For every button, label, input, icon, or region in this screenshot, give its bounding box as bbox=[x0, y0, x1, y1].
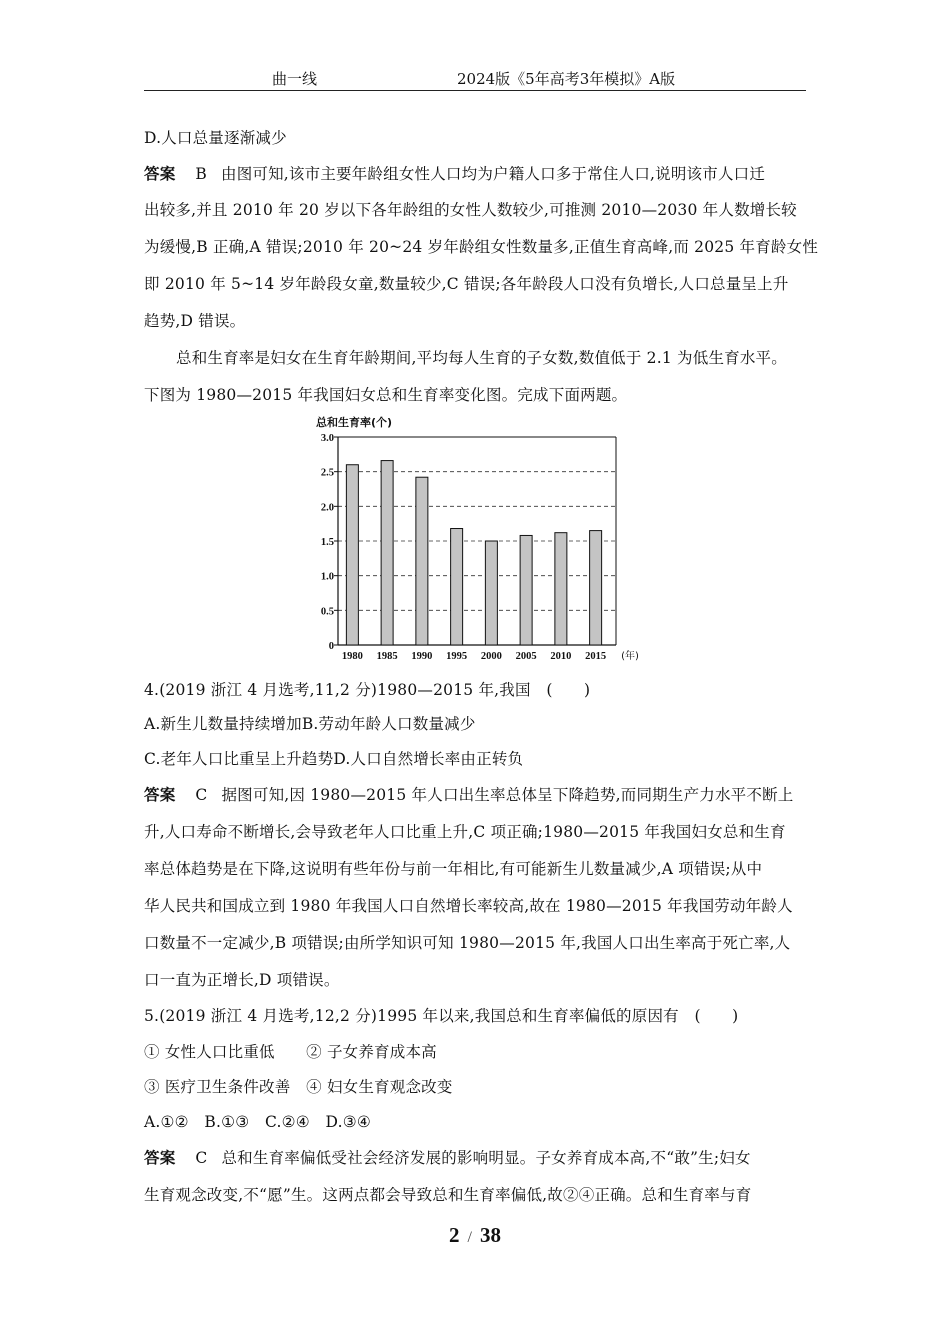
y-axis-label: 总和生育率(个) bbox=[316, 416, 393, 429]
x-tick-label: 1985 bbox=[376, 651, 398, 662]
bar bbox=[590, 531, 602, 645]
answer-4-line-4: 华人民共和国成立到 1980 年我国人口自然增长率较高,故在 1980—2015 年我国劳动年龄人 bbox=[144, 897, 793, 915]
x-tick-label: 2010 bbox=[550, 651, 572, 662]
answer-1-line-4: 即 2010 年 5~14 岁年龄段女童,数量较少,C 错误;各年龄段人口没有负增长,人口总量呈上升 bbox=[144, 275, 789, 293]
y-tick-label: 0 bbox=[328, 641, 334, 652]
y-tick-label: 2.5 bbox=[320, 467, 334, 479]
answer-letter: C bbox=[195, 786, 208, 804]
question-5: 5.(2019 浙江 4 月选考,12,2 分)1995 年以来,我国总和生育率偏低的原因有 ( ) bbox=[144, 1007, 739, 1025]
answer-4-line-5: 口数量不一定减少,B 项错误;由所学知识可知 1980—2015 年,我国人口出生率高于死亡率,人 bbox=[144, 934, 791, 952]
x-tick-label: 2015 bbox=[585, 651, 607, 662]
bar bbox=[451, 529, 463, 645]
answer-letter: C bbox=[195, 1149, 208, 1167]
option-d: D.人口总量逐渐减少 bbox=[144, 129, 287, 147]
answer-letter: B bbox=[195, 165, 207, 183]
bar bbox=[485, 541, 497, 645]
question-5-choices: A.①② B.①③ C.②④ D.③④ bbox=[144, 1113, 371, 1131]
answer-4-line-2: 升,人口寿命不断增长,会导致老年人口比重上升,C 项正确;1980—2015 年我国妇女总和生育 bbox=[144, 823, 786, 841]
question-5-options-12: ① 女性人口比重低 ② 子女养育成本高 bbox=[144, 1043, 437, 1061]
bar bbox=[381, 461, 393, 645]
bar bbox=[416, 477, 428, 645]
y-tick-label: 3.0 bbox=[320, 433, 334, 444]
bar bbox=[555, 533, 567, 645]
bar bbox=[520, 535, 532, 645]
y-tick-label: 1.0 bbox=[320, 571, 334, 583]
question-4-options-ab: A.新生儿数量持续增加B.劳动年龄人口数量减少 bbox=[144, 715, 476, 733]
current-page: 2 bbox=[449, 1223, 460, 1247]
answer-label: 答案 bbox=[144, 1148, 176, 1167]
x-tick-label: 1995 bbox=[446, 651, 468, 662]
question-4: 4.(2019 浙江 4 月选考,11,2 分)1980—2015 年,我国 ( ) bbox=[144, 681, 591, 699]
intro-line-2: 下图为 1980—2015 年我国妇女总和生育率变化图。完成下面两题。 bbox=[144, 386, 628, 404]
answer-5-line-2: 生育观念改变,不“愿”生。这两点都会导致总和生育率偏低,故②④正确。总和生育率与育 bbox=[144, 1186, 752, 1204]
answer-1-line-5: 趋势,D 错误。 bbox=[144, 312, 246, 330]
intro-line-1: 总和生育率是妇女在生育年龄期间,平均每人生育的子女数,数值低于 2.1 为低生育水平。 bbox=[176, 349, 787, 367]
answer-4-line-1 bbox=[144, 783, 793, 805]
answer-4-line-3: 率总体趋势是在下降,这说明有些年份与前一年相比,有可能新生儿数量减少,A 项错误;从中 bbox=[144, 860, 763, 878]
answer-5-line-1 bbox=[144, 1146, 751, 1168]
page-header bbox=[144, 64, 806, 91]
header-book-title: 2024版《5年高考3年模拟》A版 bbox=[457, 70, 676, 88]
answer-text: 总和生育率偏低受社会经济发展的影响明显。子女养育成本高,不“敢”生;妇女 bbox=[221, 1149, 751, 1167]
x-tick-label: 1990 bbox=[411, 651, 433, 662]
total-pages: 38 bbox=[479, 1223, 501, 1247]
answer-1-line-3: 为缓慢,B 正确,A 错误;2010 年 20~24 岁年龄组女性数量多,正值生育高峰,而 2025 年育龄女性 bbox=[144, 238, 819, 256]
answer-text: 据图可知,因 1980—2015 年人口出生率总体呈下降趋势,而同期生产力水平不断上 bbox=[221, 786, 794, 804]
question-4-options-cd: C.老年人口比重呈上升趋势D.人口自然增长率由正转负 bbox=[144, 750, 524, 768]
question-5-options-34: ③ 医疗卫生条件改善 ④ 妇女生育观念改变 bbox=[144, 1078, 453, 1096]
x-tick-label: 2000 bbox=[480, 651, 502, 662]
x-tick-label: 1980 bbox=[341, 651, 363, 662]
answer-label: 答案 bbox=[144, 785, 176, 804]
answer-label: 答案 bbox=[144, 164, 176, 183]
answer-4-line-6: 口一直为正增长,D 项错误。 bbox=[144, 971, 340, 989]
bar bbox=[346, 465, 358, 645]
y-tick-label: 2.0 bbox=[320, 502, 334, 514]
y-tick-label: 1.5 bbox=[320, 537, 334, 548]
page-separator: / bbox=[467, 1229, 472, 1246]
fertility-rate-bar-chart bbox=[300, 412, 640, 667]
page-number bbox=[0, 1223, 950, 1248]
header-publisher: 曲一线 bbox=[272, 70, 318, 88]
answer-1-line-2: 出较多,并且 2010 年 20 岁以下各年龄组的女性人数较少,可推测 2010—2030 年人数增长较 bbox=[144, 201, 797, 219]
answer-1-line-1 bbox=[144, 162, 765, 184]
answer-text: 由图可知,该市主要年龄组女性人口均为户籍人口多于常住人口,说明该市人口迁 bbox=[221, 165, 766, 183]
x-axis-label: (年) bbox=[621, 651, 639, 662]
y-tick-label: 0.5 bbox=[320, 606, 334, 618]
x-tick-label: 2005 bbox=[515, 651, 537, 662]
